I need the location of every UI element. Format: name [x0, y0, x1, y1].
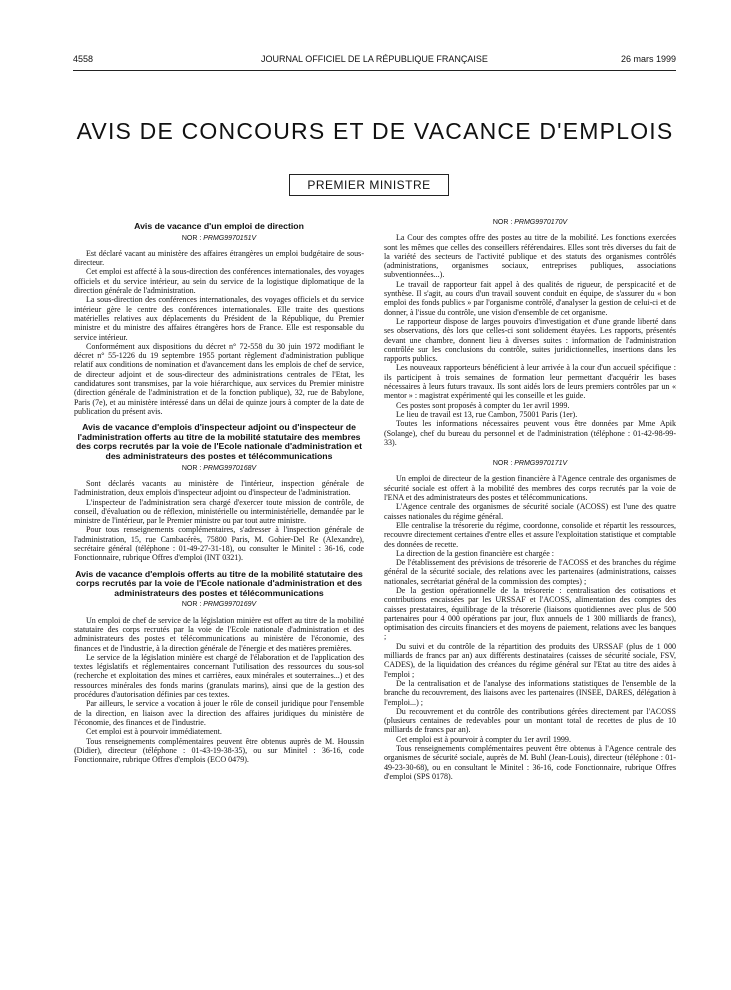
section-box: PREMIER MINISTRE [289, 174, 449, 196]
notice-paragraph: La Cour des comptes offre des postes au titre de la mobilité. Les fonctions exercées sont les mêmes que celles des conseillers référendaires. Elles sont très diverses du fait de la variété des secteurs de l'activité publique et des statuts des organismes contrôlés (administrations, organismes sociaux, entreprises publiques, associations subventionnées...). [384, 233, 676, 280]
notice-paragraph: Sont déclarés vacants au ministère de l'intérieur, inspection générale de l'administration, deux emplois d'inspecteur adjoint ou d'inspecteur de l'administration. [74, 478, 364, 498]
nor-reference: NOR : PRMG9970151V [181, 234, 257, 242]
notice-paragraph: L'inspecteur de l'administration sera chargé d'exercer toute mission de contrôle, de conseil, d'évaluation ou de réflexion, ministérielle ou interministérielle, demandée par le ministre de l'intérieur, par le Premier ministre ou par tout autre ministre. [74, 497, 364, 526]
notice-paragraph: Cet emploi est à pourvoir à compter du 1er avril 1999. [396, 734, 571, 744]
notice-paragraph: Par ailleurs, le service a vocation à jouer le rôle de conseil juridique pour l'ensemble de la direction, en liaison avec la direction des affaires juridiques du ministère de l'économie, des finances et de l'industrie. [74, 699, 364, 727]
notice-paragraph: Un emploi de directeur de la gestion financière à l'Agence centrale des organismes de sécurité sociale est offert à la mobilité des membres des corps recrutés par la voie de l'ENA et des administrateurs des postes et télécommunications. [384, 474, 676, 503]
notice-paragraph: Cet emploi est affecté à la sous-direction des conférences internationales, des voyages officiels et du service intérieur, au sein du service de la logistique diplomatique de la direction générale de l'administration. [74, 267, 364, 296]
notice-paragraph: Le rapporteur dispose de larges pouvoirs d'investigation et d'une grande liberté dans ses observations, dès lors que celles-ci sont solidement étayées. Les rapports, présentés devant une chambre, donnent lieu à diverses suites : information de l'administration contrôlée sur les conclusions du contrôle, suites juridictionnelles, insertions dans les rapports publics. [384, 316, 676, 364]
page-number: 4558 [73, 54, 94, 64]
notice-heading: Avis de vacance d'emplois d'inspecteur adjoint ou d'inspecteur de l'administration offerts au titre de la mobilité statutaire des membres des corps recrutés par la voie de l'Ecole nationale d'administration et des administrateurs des postes et télécommunications [75, 422, 363, 462]
notice-paragraph: La sous-direction des conférences internationales, des voyages officiels et du service intérieur gère le centre des conférences internationales. Elle traite des questions matérielles relatives aux déplacements du Président de la République, du Premier ministre et du ministre des affaires étrangères hors de France. Elle est responsable du service intérieur. [74, 295, 364, 342]
notice-paragraph: De la centralisation et de l'analyse des informations statistiques de l'ensemble de la branche du recouvrement, des liaisons avec les partenaires (INSEE, DARES, délégation à l'emploi...) ; [384, 678, 676, 707]
notice-heading: Avis de vacance d'emplois offerts au titre de la mobilité statutaire des corps recrutés par la voie de l'Ecole nationale d'administration et des administrateurs des postes et télécommunications [75, 568, 363, 598]
notice-paragraph: Conformément aux dispositions du décret n° 72-558 du 30 juin 1972 modifiant le décret n° 55-1226 du 19 septembre 1955 portant règlement d'administration publique relatif aux conditions de nomination et d'avancement dans les emplois de chef de service, de directeur adjoint et de sous-directeur des administrations centrales de l'Etat, les candidatures sont transmises, par la voie hiérarchique, aux services du Premier ministre (direction générale de l'administration et de la fonction publique), 32, rue de Babylone, Paris (7e), et au ministère intéressé dans un délai de quinze jours à compter de la date de publication du présent avis. [74, 341, 364, 416]
notice-paragraph: Pour tous renseignements complémentaires, s'adresser à l'inspection générale de l'administration, 15, rue Cambacérès, 75800 Paris, M. Gohier-Del Re (Alexandre), secrétaire général (téléphone : 01-49-27-31-18), ou consulter le Minitel : 36-16, code Fonctionnaire, rubrique Offres d'emploi (INT 0321). [74, 525, 364, 563]
notice-spacer [384, 447, 676, 459]
page-header [73, 54, 676, 68]
nor-reference: NOR : PRMG9970168V [181, 464, 257, 472]
notice-paragraph: La direction de la gestion financière est chargée : [396, 548, 555, 558]
notice-heading: Avis de vacance d'un emploi de direction [134, 221, 304, 231]
page-title: AVIS DE CONCOURS ET DE VACANCE D'EMPLOIS [76, 118, 674, 144]
nor-reference: NOR : PRMG9970171V [492, 460, 568, 468]
notice-paragraph: Tous renseignements complémentaires peuvent être obtenus auprès de M. Houssin (Didier), directeur (téléphone : 01-43-19-38-35), ou sur Minitel : 36-16, code Fonctionnaire, rubrique Offres d'emplois (ECO 0479). [74, 736, 364, 765]
notice-paragraph: Elle centralise la trésorerie du régime, coordonne, consolide et répartit les ressources, recouvre directement certaines d'entre elles et assure l'exploitation statistique et comptable des données de recette. [384, 520, 676, 549]
notice-paragraph: De la gestion opérationnelle de la trésorerie : centralisation des cotisations et contributions encaissées par les URSSAF et l'ACOSS, alimentation des comptes des caisses prestataires, équilibrage de la trésorerie (liaisons quotidiennes avec plus de 500 partenaires pour 4 000 opérations par jour, flux annuels de 1 300 milliards de francs), optimisation des circuits financiers et des moyens de paiement, relations avec les banques ; [384, 585, 676, 642]
notice-paragraph: Tous renseignements complémentaires peuvent être obtenus à l'Agence centrale des organismes de sécurité sociale, auprès de M. Buhl (Jean-Louis), directeur (téléphone : 01-49-23-30-68), ou en consultant le Minitel : 36-16, code Fonctionnaire, rubrique Offres d'emploi (SPS 0178). [384, 744, 676, 781]
notice-paragraph: Un emploi de chef de service de la législation minière est offert au titre de la mobilité statutaire des corps recrutés par la voie de l'Ecole nationale d'administration et des administrateurs des postes et télécommunications au ministère de l'économie, des finances et de l'industrie, à la direction générale de l'énergie et des matières premières. [74, 615, 364, 653]
nor-reference: NOR : PRMG9970170V [492, 219, 568, 226]
journal-title: JOURNAL OFFICIEL DE LA RÉPUBLIQUE FRANÇAISE [261, 54, 488, 64]
nor-code: PRMG9970168V [203, 464, 257, 472]
nor-reference: NOR : PRMG9970169V [181, 601, 257, 609]
notice-paragraph: Le service de la législation minière est chargé de l'élaboration et de l'application des textes législatifs et réglementaires concernant l'utilisation des ressources du sous-sol (recherche et exploitation des mines et carrières, eaux minérales et souterraines...) et des ressources minérales des fonds marins (granulats marins), ainsi que de la gestion des procédures d'autorisation définies par ces textes. [74, 652, 364, 700]
notice-paragraph: Les nouveaux rapporteurs bénéficient à leur arrivée à la cour d'un accueil spécifique : ils participent à trois semaines de formation leur permettant d'acquérir les bases nécessaires à leurs futurs travaux. Ils sont aidés lors de leurs premiers contrôles par un « mentor » : magistrat expérimenté qui les conseille et les guide. [384, 363, 676, 401]
nor-code: PRMG9970170V [514, 219, 568, 226]
notice-paragraph: Le travail de rapporteur fait appel à des qualités de rigueur, de perspicacité et de synthèse. Il s'agit, au cours d'un travail souvent conduit en équipe, de s'assurer du « bon emploi des fonds publics » par l'organisme contrôlé, d'analyser la gestion de celui-ci et de donner, à l'issue du contrôle, une vision d'ensemble de cet organisme. [384, 279, 676, 317]
notice-paragraph: Cet emploi est à pourvoir immédiatement. [86, 727, 222, 737]
notice-paragraph: De l'établissement des prévisions de trésorerie de l'ACOSS et des branches du régime général de la sécurité sociale, des relations avec les partenaires (administrations, caisses nationales, secrétariat général de la commission des comptes) ; [384, 558, 676, 586]
notice-paragraph: Ces postes sont proposés à compter du 1er avril 1999. [396, 400, 570, 410]
notice-paragraph: Du suivi et du contrôle de la répartition des produits des URSSAF (plus de 1 000 milliards de francs par an) aux différents destinataires (caisses de sécurité sociale, FSV, CADES), de la liquidation des créances du régime général sur l'Etat au titre des aides à l'emploi ; [384, 641, 676, 679]
notice-paragraph: Le lieu de travail est 13, rue Cambon, 75001 Paris (1er). [396, 409, 578, 419]
nor-code: PRMG9970151V [203, 234, 257, 242]
notice-paragraph: Du recouvrement et du contrôle des contributions gérées directement par l'ACOSS (plusieurs centaines de redevables pour un montant total de recettes de plus de 10 milliards de francs par an). [384, 706, 676, 735]
right-column [384, 218, 676, 781]
notice-paragraph: Toutes les informations nécessaires peuvent vous être données par Mme Apik (Solange), chef du bureau du personnel et de l'administration (téléphone : 01-42-98-99-33). [384, 419, 676, 447]
nor-code: PRMG9970171V [514, 460, 568, 468]
notice-paragraph: L'Agence centrale des organismes de sécurité sociale (ACOSS) est l'une des quatre caisses nationales du régime général. [384, 502, 676, 521]
notice-paragraph: Est déclaré vacant au ministère des affaires étrangères un emploi budgétaire de sous-directeur. [74, 248, 364, 268]
left-column [74, 218, 364, 764]
issue-date: 26 mars 1999 [620, 54, 676, 64]
header-rule [73, 70, 676, 71]
nor-code: PRMG9970169V [203, 601, 257, 609]
